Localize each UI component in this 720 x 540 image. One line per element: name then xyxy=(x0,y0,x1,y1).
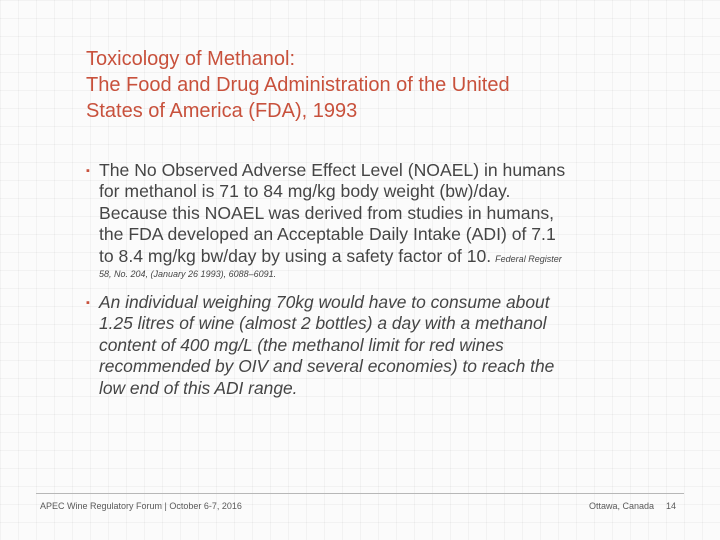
footer-divider xyxy=(36,493,684,494)
bullet-text xyxy=(99,292,659,399)
bullet-marker-icon: ▪ xyxy=(86,165,90,177)
bullet-line: content of 400 mg/L (the methanol limit for red wines xyxy=(99,334,504,355)
bullet-line: recommended by OIV and several economies) to reach the xyxy=(99,356,555,377)
page-number: 14 xyxy=(666,501,677,511)
footer-location: Ottawa, Canada xyxy=(589,501,655,511)
slide-title-line: Toxicology of Methanol: xyxy=(86,48,296,70)
bullet-line: An individual weighing 70kg would have to consume about xyxy=(99,292,550,312)
footer-event-info: APEC Wine Regulatory Forum | October 6-7, 2016 xyxy=(40,501,242,511)
bullet-line: low end of this ADI range. xyxy=(99,377,298,398)
slide-title xyxy=(86,46,686,124)
bullet-marker-icon: ▪ xyxy=(86,297,90,309)
bullet-line: for methanol is 71 to 84 mg/kg body weight (bw)/day. xyxy=(99,181,511,202)
slide-title-line: The Food and Drug Administration of the United xyxy=(86,74,510,96)
citation-source: Federal Register xyxy=(495,253,562,264)
slide-title-line: States of America (FDA), 1993 xyxy=(86,100,358,122)
bullet-line: the FDA developed an Acceptable Daily Intake (ADI) of 7.1 xyxy=(99,224,556,245)
bullet-line-with-reference xyxy=(99,246,659,270)
bullet-text xyxy=(99,160,659,280)
bullet-line: 1.25 litres of wine (almost 2 bottles) a day with a methanol xyxy=(99,313,547,334)
bullet-line: Because this NOAEL was derived from studies in humans, xyxy=(99,202,555,223)
bullet-line: The No Observed Adverse Effect Level (NOAEL) in humans xyxy=(99,160,566,180)
citation-details: 58, No. 204, (January 26 1993), 6088–6091. xyxy=(99,269,277,280)
bullet-line-text: to 8.4 mg/kg bw/day by using a safety factor of 10. xyxy=(99,245,492,266)
